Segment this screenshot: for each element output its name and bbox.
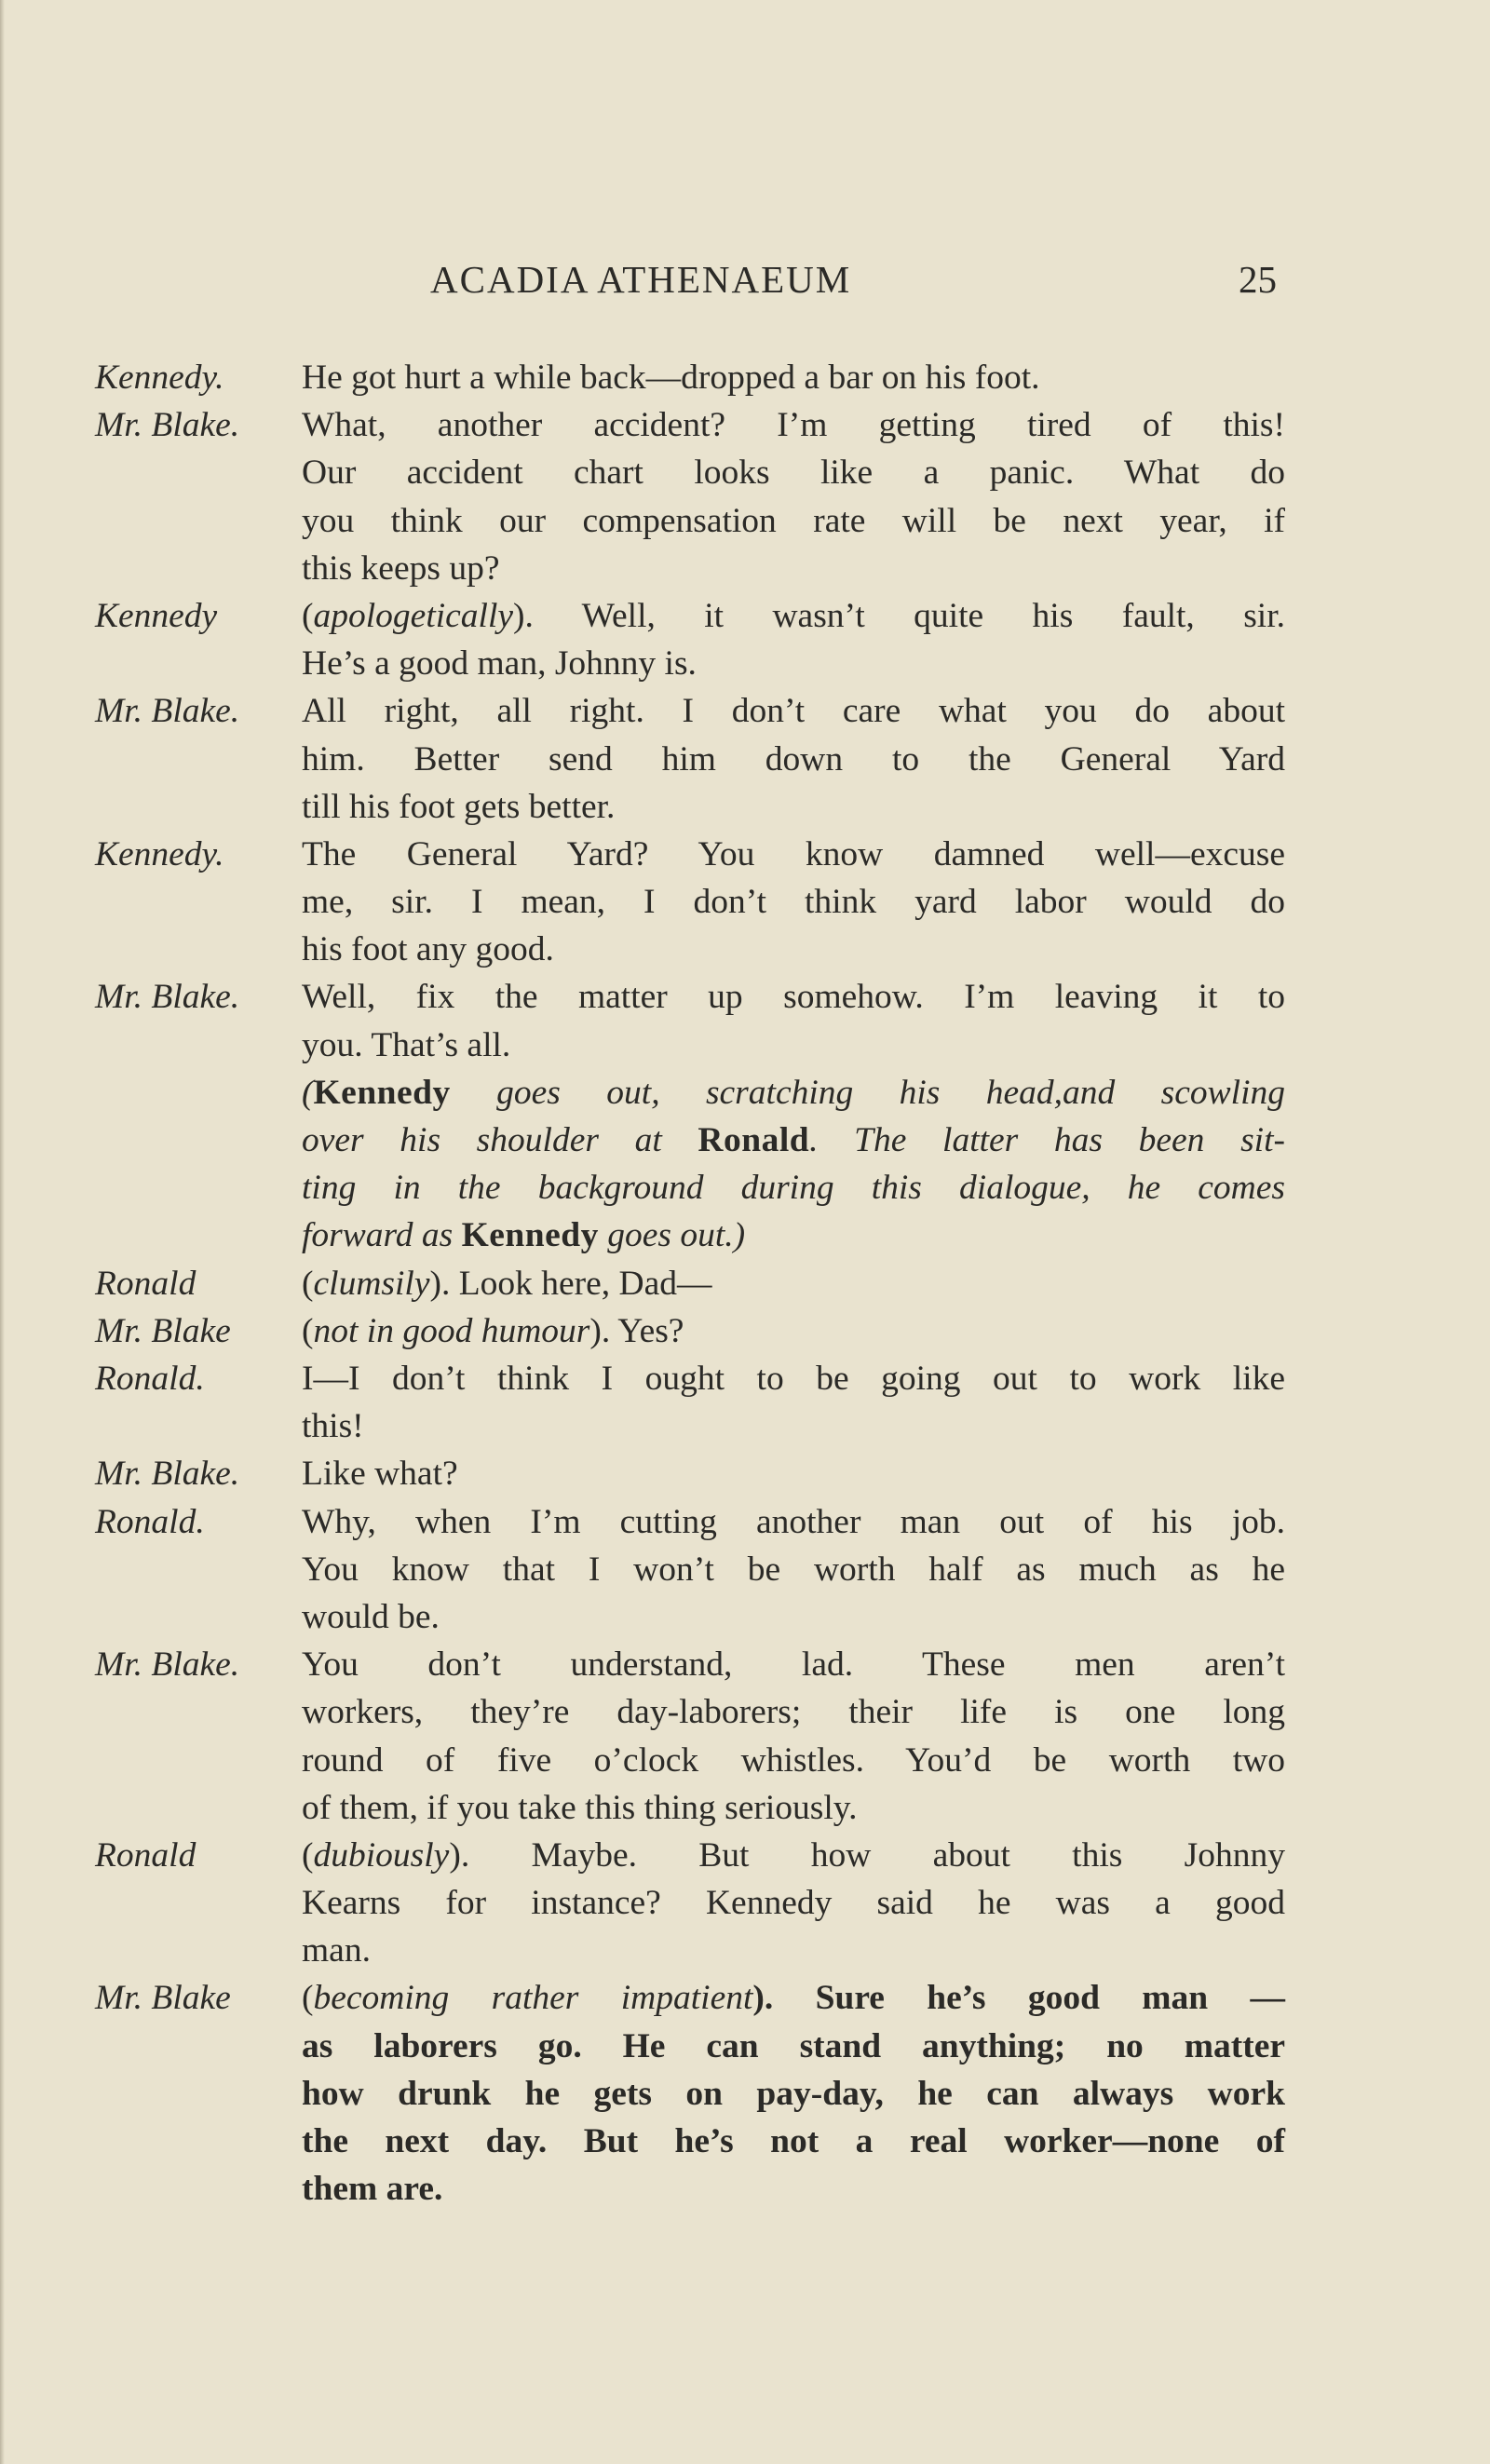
text-line — [302, 973, 1285, 1021]
speech-text — [302, 592, 1285, 687]
dialogue-entry — [95, 1974, 1287, 2213]
speech-text — [302, 1260, 1285, 1307]
text-line — [302, 1212, 1285, 1259]
speaker-name: Ronald — [95, 1835, 196, 1875]
text-segment: He’s a good man, Johnny is. — [302, 644, 697, 684]
dialogue-entry — [95, 831, 1287, 974]
text-segment: The General Yard? You know damned well—excuse — [302, 834, 1285, 873]
text-segment: till his foot gets better. — [302, 787, 616, 826]
text-line — [302, 1307, 1285, 1355]
text-line — [302, 783, 1285, 831]
text-segment: Ronald — [698, 1121, 810, 1160]
text-segment: ). Yes? — [589, 1311, 684, 1350]
text-segment: the next day. But he’s not a real worker—none of — [302, 2122, 1285, 2160]
text-line — [302, 1546, 1285, 1593]
text-segment: forward as — [302, 1216, 462, 1255]
speaker-name: Kennedy — [95, 596, 218, 635]
text-segment: ( — [302, 596, 314, 635]
speech-text — [302, 1498, 1285, 1642]
text-line — [302, 687, 1285, 735]
speech-text — [302, 1355, 1285, 1450]
text-segment: ). Look here, Dad— — [429, 1264, 712, 1303]
text-segment: over his shoulder at — [302, 1121, 698, 1160]
text-segment: of them, if you take this thing seriously. — [302, 1788, 858, 1827]
dialogue-entry — [95, 687, 1287, 831]
text-segment: He got hurt a while back—dropped a bar on his foot. — [302, 359, 1040, 397]
text-segment: goes out.) — [598, 1216, 746, 1255]
text-segment: this! — [302, 1407, 364, 1446]
text-line — [302, 449, 1285, 496]
speech-text — [302, 401, 1285, 592]
text-segment: ( — [302, 1835, 314, 1875]
speech-text — [302, 1641, 1285, 1832]
text-line — [302, 2070, 1285, 2118]
text-segment: you think our compensation rate will be next year, if — [302, 501, 1285, 540]
speaker-name: Ronald — [95, 1264, 196, 1303]
text-segment: becoming rather impatient — [313, 1979, 753, 2018]
speaker-name: Mr. Blake — [95, 1979, 231, 2018]
text-segment: you. That’s all. — [302, 1025, 511, 1064]
page-header — [0, 257, 1490, 304]
speech-text — [302, 831, 1285, 974]
text-line — [302, 1784, 1285, 1832]
dialogue-entry — [95, 1641, 1287, 1832]
speaker-name: Kennedy. — [95, 359, 224, 397]
text-segment: Why, when I’m cutting another man out of his job. — [302, 1502, 1285, 1541]
text-segment: this keeps up? — [302, 548, 500, 588]
text-segment: would be. — [302, 1597, 440, 1636]
text-segment: All right, all right. I don’t care what you do about — [302, 692, 1285, 731]
text-line — [302, 545, 1285, 592]
text-segment: ( — [302, 1073, 314, 1112]
speaker-name: Mr. Blake. — [95, 1645, 240, 1685]
text-segment: You don’t understand, lad. These men aren’t — [302, 1645, 1285, 1685]
text-line — [302, 354, 1285, 401]
text-line — [302, 1402, 1285, 1450]
dialogue-entry — [95, 1355, 1287, 1450]
dialogue-entry — [95, 354, 1287, 401]
speech-text — [302, 1832, 1285, 1975]
text-segment: ( — [302, 1264, 314, 1303]
text-line — [302, 1593, 1285, 1641]
text-segment: clumsily — [313, 1264, 430, 1303]
text-line — [302, 1260, 1285, 1307]
text-line — [302, 592, 1285, 640]
dialogue-entry — [95, 592, 1287, 687]
text-segment: them are. — [302, 2170, 443, 2209]
text-segment: workers, they’re day-laborers; their life is one long — [302, 1693, 1285, 1732]
text-line — [302, 1832, 1285, 1879]
dialogue-entry — [95, 1260, 1287, 1307]
text-line — [302, 831, 1285, 878]
text-segment: ). Maybe. But how about this Johnny — [449, 1835, 1285, 1875]
text-segment: You know that I won’t be worth half as much as he — [302, 1550, 1285, 1589]
text-segment: Like what? — [302, 1455, 458, 1494]
dialogue-entry — [95, 973, 1287, 1068]
dialogue-entry — [95, 1069, 1287, 1260]
text-line — [302, 1069, 1285, 1117]
text-line — [302, 2165, 1285, 2213]
page-number: 25 — [1239, 258, 1277, 301]
text-line — [302, 640, 1285, 687]
speaker-name: Kennedy. — [95, 834, 224, 873]
text-line — [302, 2023, 1285, 2070]
speech-text — [302, 973, 1285, 1068]
speech-text — [302, 1974, 1285, 2213]
text-segment: . The latter has been sit- — [809, 1121, 1285, 1160]
speech-text — [302, 687, 1285, 831]
text-line — [302, 926, 1285, 973]
text-segment: Kennedy — [313, 1073, 451, 1112]
text-line — [302, 1688, 1285, 1736]
text-segment: ). Sure he’s good man — — [752, 1979, 1285, 2018]
page-edge — [0, 0, 5, 2464]
text-line — [302, 401, 1285, 449]
text-segment: as laborers go. He can stand anything; no matter — [302, 2026, 1285, 2065]
text-segment: round of five o’clock whistles. You’d be worth two — [302, 1740, 1285, 1780]
speaker-name: Mr. Blake. — [95, 406, 240, 445]
text-segment: goes out, scratching his head,and scowling — [450, 1073, 1285, 1112]
text-segment: I—I don’t think I ought to be going out to work like — [302, 1359, 1285, 1398]
dialogue-entry — [95, 1450, 1287, 1497]
text-segment: What, another accident? I’m getting tired of this! — [302, 406, 1285, 445]
text-segment: Our accident chart looks like a panic. What do — [302, 454, 1285, 493]
text-line — [302, 1355, 1285, 1402]
text-line — [302, 736, 1285, 783]
text-segment: his foot any good. — [302, 930, 554, 969]
speaker-name: Mr. Blake — [95, 1311, 231, 1350]
text-line — [302, 1641, 1285, 1688]
text-line — [302, 1879, 1285, 1927]
dialogue-entry — [95, 401, 1287, 592]
speaker-name: Ronald. — [95, 1359, 205, 1398]
running-title: ACADIA ATHENAEUM — [430, 258, 852, 301]
text-line — [302, 1022, 1285, 1069]
text-segment: Kennedy — [461, 1216, 599, 1255]
text-segment: ( — [302, 1311, 314, 1350]
text-line — [302, 1737, 1285, 1784]
text-line — [302, 1498, 1285, 1546]
text-segment: me, sir. I mean, I don’t think yard labor would do — [302, 883, 1285, 922]
text-segment: ting in the background during this dialogue, he comes — [302, 1169, 1285, 1208]
speech-text — [302, 1307, 1285, 1355]
text-segment: him. Better send him down to the General Yard — [302, 739, 1285, 778]
dialogue-entry — [95, 1832, 1287, 1975]
text-segment: ( — [302, 1979, 314, 2018]
speaker-name: Ronald. — [95, 1502, 205, 1541]
text-line — [302, 1450, 1285, 1497]
dialogue-entry — [95, 1307, 1287, 1355]
text-segment: ). Well, it wasn’t quite his fault, sir. — [513, 596, 1285, 635]
text-segment: how drunk he gets on pay-day, he can always work — [302, 2074, 1285, 2113]
speaker-name: Mr. Blake. — [95, 1455, 240, 1494]
dialogue-entry — [95, 1498, 1287, 1642]
text-segment: not in good humour — [313, 1311, 590, 1350]
text-line — [302, 2118, 1285, 2165]
text-line — [302, 1927, 1285, 1974]
text-line — [302, 497, 1285, 545]
dialogue-text — [95, 354, 1287, 2213]
speaker-name: Mr. Blake. — [95, 692, 240, 731]
text-segment: dubiously — [313, 1835, 450, 1875]
text-line — [302, 1164, 1285, 1212]
speech-text — [302, 354, 1285, 401]
text-segment: Well, fix the matter up somehow. I’m leaving it to — [302, 978, 1285, 1017]
speaker-name: Mr. Blake. — [95, 978, 240, 1017]
speech-text — [302, 1069, 1285, 1260]
text-line — [302, 1974, 1285, 2022]
text-line — [302, 878, 1285, 926]
speaker-name — [95, 1069, 302, 1260]
text-segment: apologetically — [313, 596, 514, 635]
text-segment: Kearns for instance? Kennedy said he was a good — [302, 1884, 1285, 1923]
speech-text — [302, 1450, 1285, 1497]
text-segment: man. — [302, 1931, 371, 1970]
text-line — [302, 1117, 1285, 1164]
